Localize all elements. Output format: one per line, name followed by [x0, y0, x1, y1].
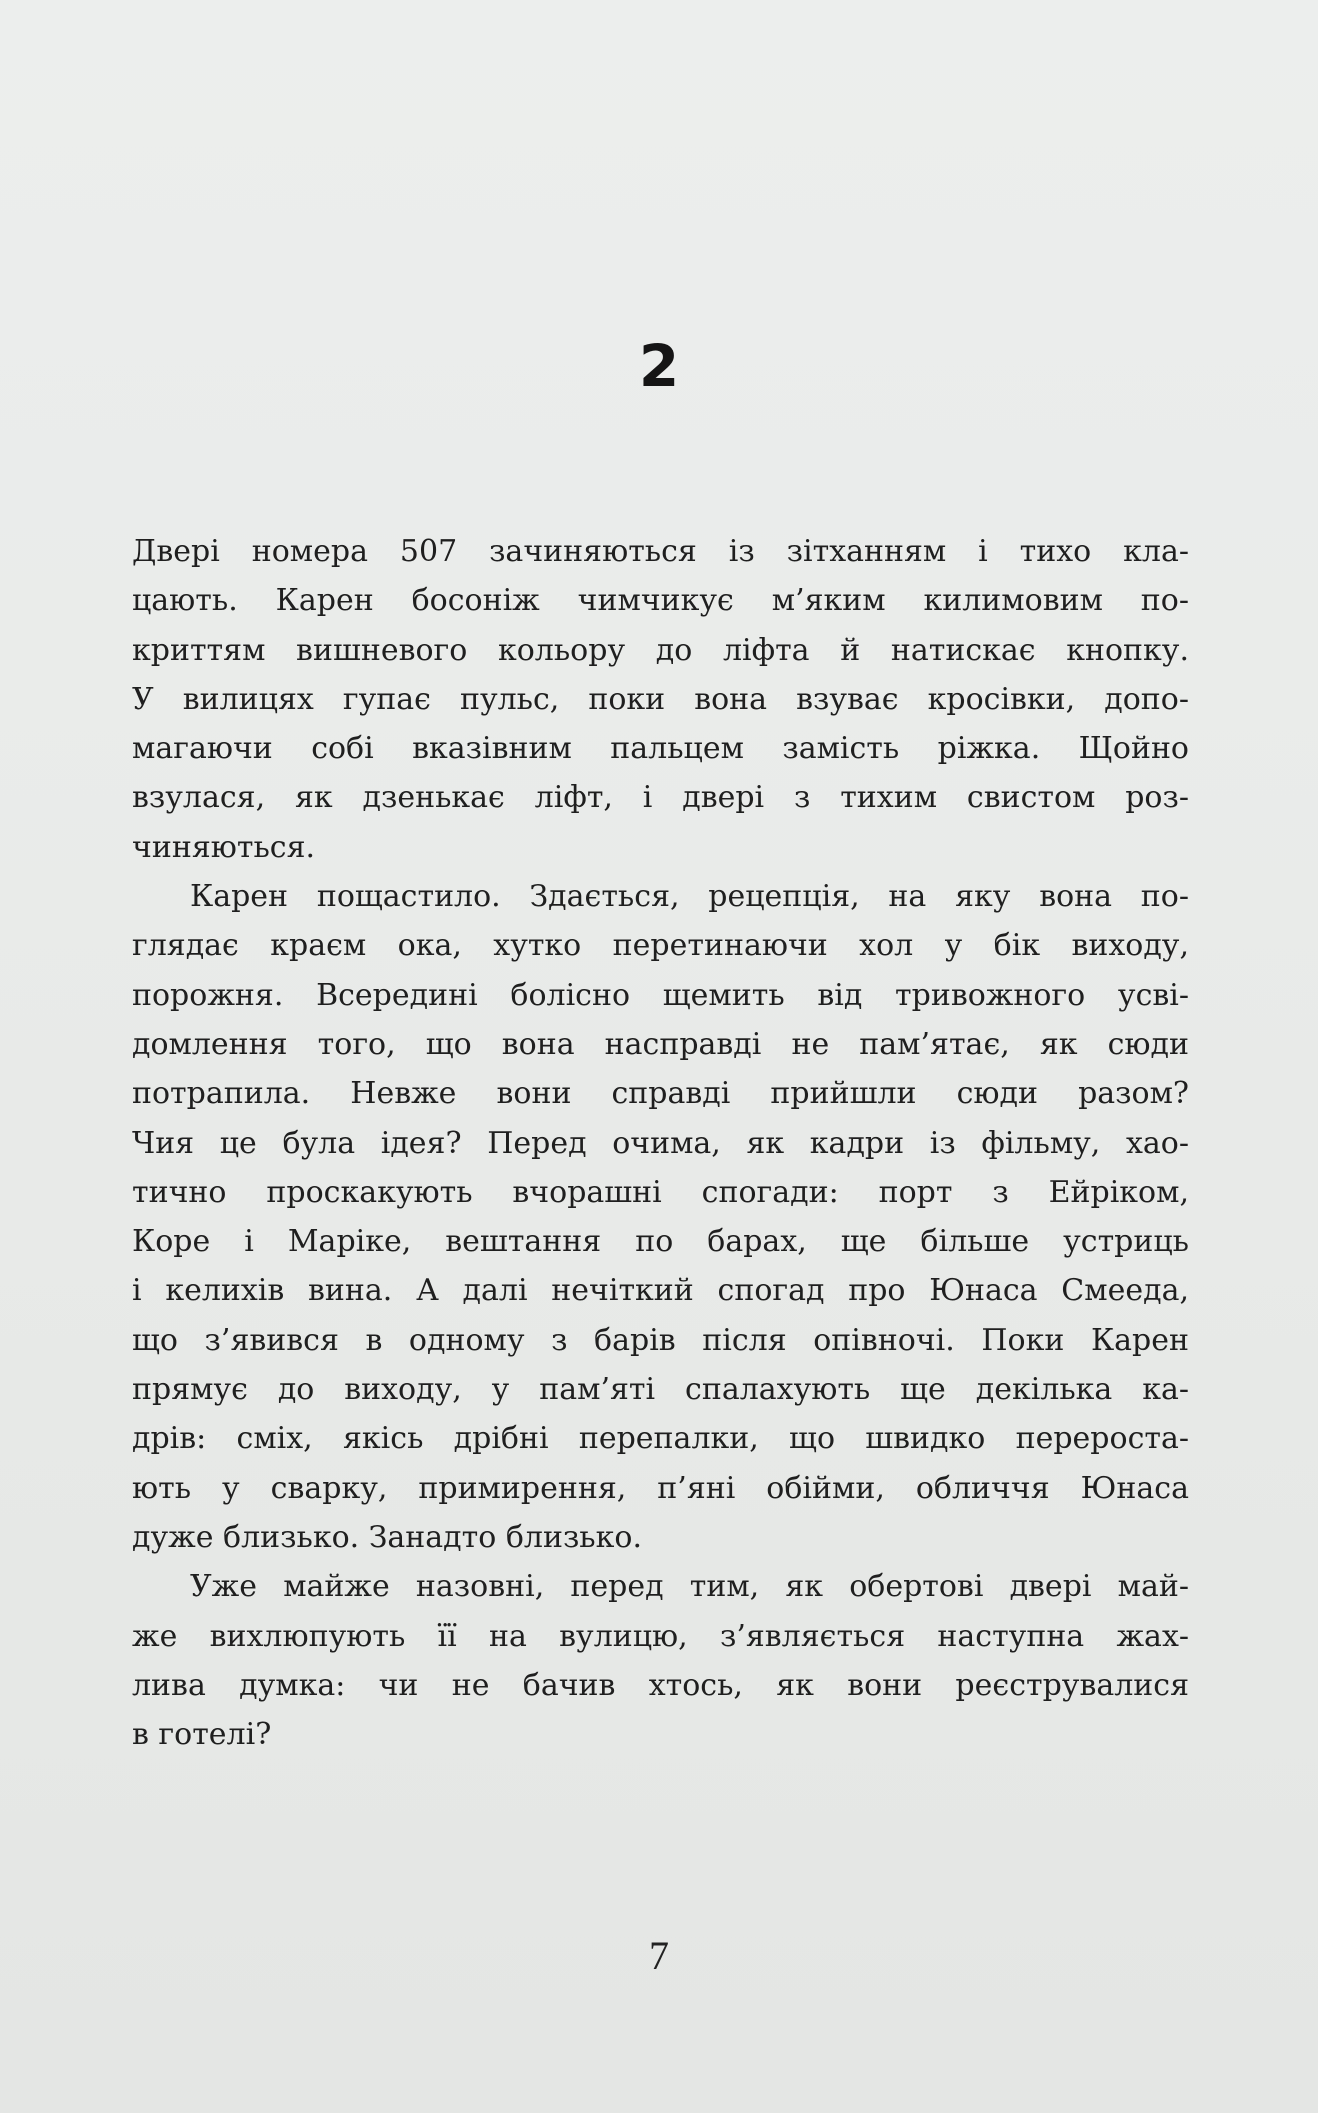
chapter-body	[132, 527, 1189, 1759]
text-line: глядає краєм ока, хутко перетинаючи хол у бік виходу,	[132, 928, 1189, 964]
text-line: дуже близько. Занадто близько.	[132, 1519, 642, 1555]
text-line: Двері номера 507 зачиняються із зітханням і тихо кла-	[132, 534, 1189, 569]
paragraph	[132, 1562, 1189, 1759]
paragraph	[132, 872, 1189, 1562]
text-line: ють у сварку, примирення, п’яні обійми, обличчя Юнаса	[132, 1470, 1189, 1506]
text-line: взулася, як дзенькає ліфт, і двері з тихим свистом роз-	[132, 780, 1189, 816]
text-line: домлення того, що вона насправді не пам’ятає, як сюди	[132, 1026, 1189, 1062]
text-line: лива думка: чи не бачив хтось, як вони реєструвалися	[132, 1667, 1189, 1703]
text-line: і келихів вина. А далі нечіткий спогад про Юнаса Смееда,	[132, 1273, 1189, 1309]
text-line: потрапила. Невже вони справді прийшли сюди разом?	[132, 1076, 1189, 1112]
text-line: дрів: сміх, якісь дрібні перепалки, що швидко переростa-	[132, 1421, 1189, 1457]
text-line: тично проскакують вчорашні спогади: порт з Ейріком,	[132, 1174, 1189, 1210]
text-line: Уже майже назовні, перед тим, як обертові двері май-	[190, 1569, 1189, 1605]
text-line: криттям вишневого кольору до ліфта й натискає кнопку.	[132, 632, 1189, 668]
paragraph	[132, 527, 1189, 872]
text-line: магаючи собі вказівним пальцем замість ріжка. Щойно	[132, 731, 1189, 767]
text-line: в готелі?	[132, 1717, 272, 1753]
text-line: Карен пощастило. Здається, рецепція, на яку вона по-	[190, 879, 1189, 915]
text-line: чиняються.	[132, 829, 316, 865]
text-line: же вихлюпують її на вулицю, з’являється наступна жах-	[132, 1618, 1189, 1654]
text-line: що з’явився в одному з барів після опівночі. Поки Карен	[132, 1322, 1189, 1358]
chapter-number: 2	[638, 332, 680, 400]
text-line: Коре і Маріке, вештання по барах, ще більше устриць	[132, 1224, 1189, 1260]
page-number: 7	[649, 1933, 669, 1978]
text-line: Чия це була ідея? Перед очима, як кадри із фільму, хао-	[132, 1125, 1189, 1161]
text-line: цають. Карен босоніж чимчикує м’яким килимовим по-	[132, 583, 1189, 619]
text-line: порожня. Всередині болісно щемить від тривожного усві-	[132, 977, 1189, 1013]
text-line: прямує до виходу, у пам’яті спалахують ще декілька ка-	[132, 1372, 1189, 1408]
text-line: У вилицях гупає пульс, поки вона взуває кросівки, допо-	[132, 681, 1189, 717]
